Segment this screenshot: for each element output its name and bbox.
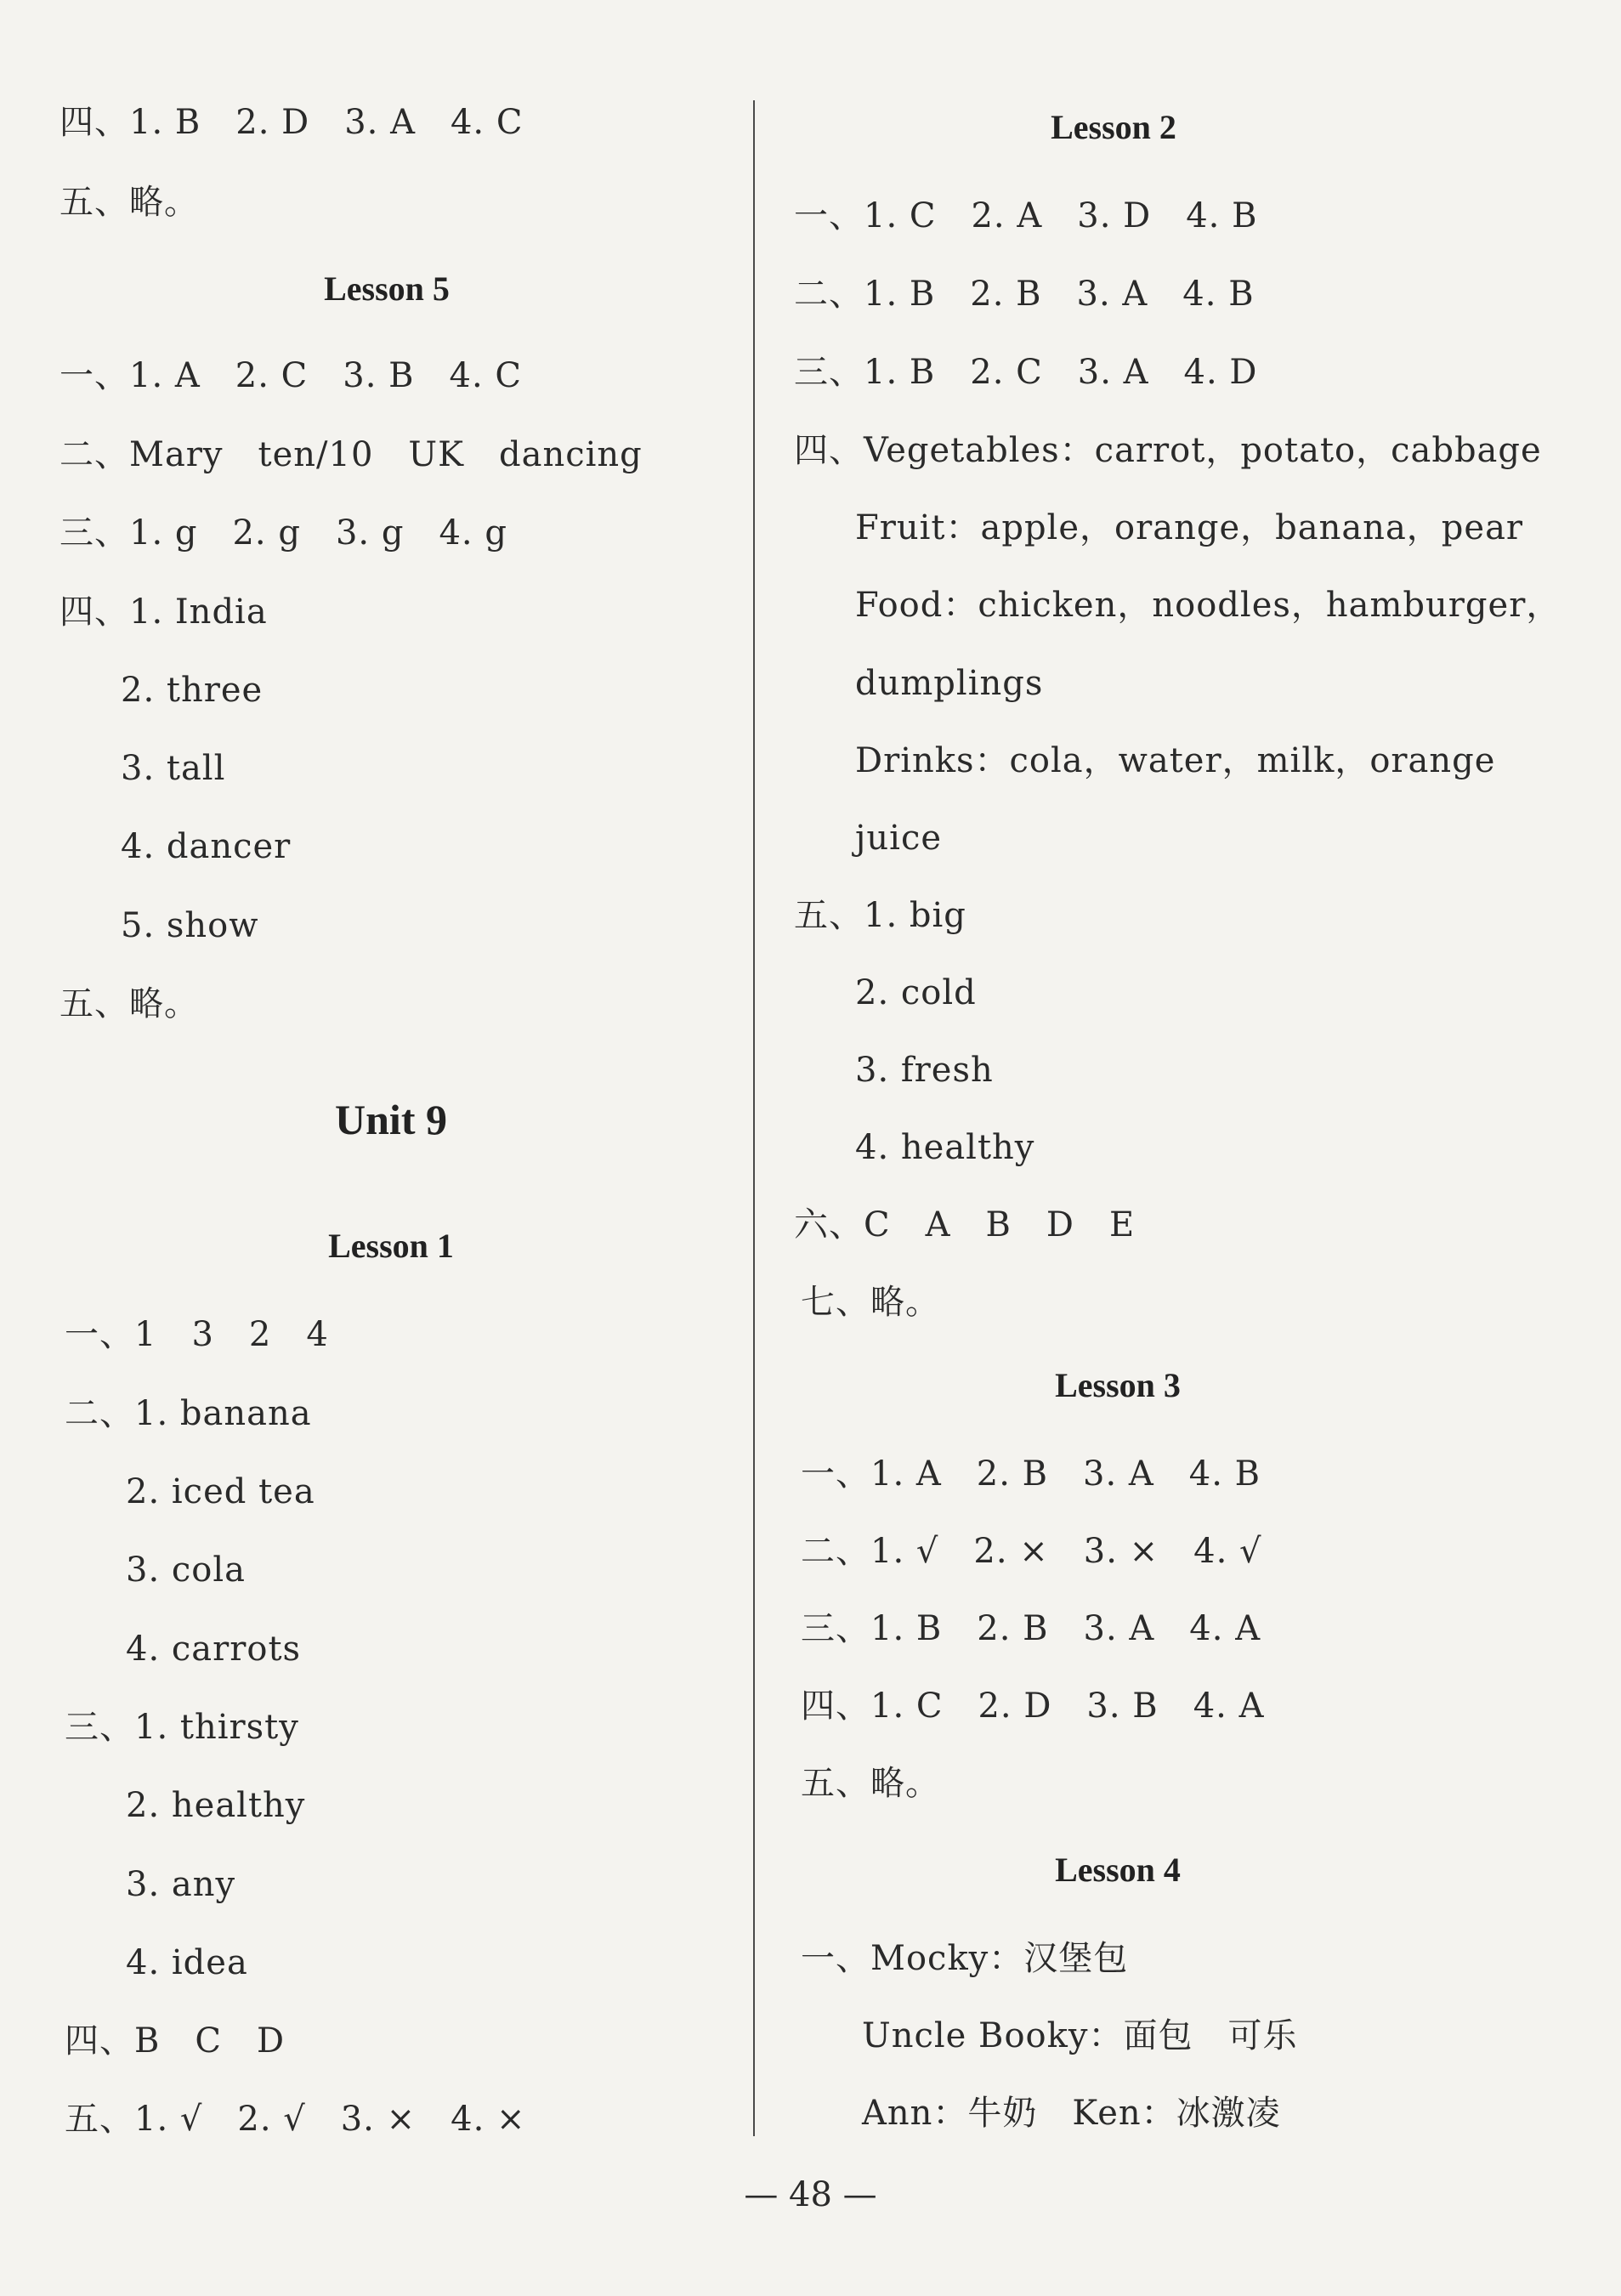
answer-line: Ann：牛奶 Ken：冰激凌 bbox=[862, 2094, 1281, 2133]
answer-line: 二、Mary ten/10 UK dancing bbox=[60, 435, 643, 474]
answer-line: 四、Vegetables：carrot，potato，cabbage bbox=[794, 431, 1542, 470]
unit-9-heading: Unit 9 bbox=[335, 1096, 447, 1143]
lesson-4-heading: Lesson 4 bbox=[1055, 1851, 1181, 1889]
answer-line: 三、1. B 2. C 3. A 4. D bbox=[794, 353, 1258, 392]
answer-line: 四、B C D bbox=[65, 2021, 286, 2061]
answer-line: 五、1. big bbox=[794, 896, 966, 935]
answer-line: juice bbox=[855, 819, 943, 858]
answer-line: 六、C A B D E bbox=[794, 1205, 1136, 1244]
answer-line: Drinks：cola，water，milk，orange bbox=[855, 741, 1496, 780]
answer-line: 二、1. B 2. B 3. A 4. B bbox=[794, 275, 1255, 314]
answer-line: 一、1 3 2 4 bbox=[65, 1315, 329, 1354]
answer-line: Fruit：apple，orange，banana，pear bbox=[855, 508, 1524, 547]
answer-line: dumplings bbox=[855, 664, 1044, 703]
answer-line: 三、1. g 2. g 3. g 4. g bbox=[60, 513, 507, 553]
answer-line: 三、1. B 2. B 3. A 4. A bbox=[801, 1609, 1261, 1648]
answer-line: Food：chicken，noodles，hamburger， bbox=[855, 586, 1561, 625]
answer-line: 一、1. A 2. B 3. A 4. B bbox=[801, 1454, 1261, 1494]
answer-line: 二、1. √ 2. × 3. × 4. √ bbox=[801, 1532, 1262, 1571]
answer-line: 五、略。 bbox=[60, 984, 199, 1023]
lesson-5-heading: Lesson 5 bbox=[324, 269, 450, 308]
answer-line: 五、略。 bbox=[60, 183, 199, 222]
answer-line: 三、1. thirsty bbox=[65, 1708, 299, 1747]
answer-line: 2. cold bbox=[855, 973, 977, 1012]
lesson-3-heading: Lesson 3 bbox=[1055, 1366, 1181, 1404]
answer-line: 3. fresh bbox=[855, 1051, 994, 1090]
answer-line: Uncle Booky：面包 可乐 bbox=[862, 2016, 1298, 2055]
answer-line: 七、略。 bbox=[801, 1283, 940, 1322]
answer-line: 二、1. banana bbox=[65, 1394, 312, 1433]
answer-line: 五、1. √ 2. √ 3. × 4. × bbox=[65, 2100, 526, 2139]
answer-line: 3. tall bbox=[121, 749, 226, 788]
answer-line: 一、Mocky：汉堡包 bbox=[801, 1939, 1129, 1978]
answer-line: 4. dancer bbox=[121, 827, 292, 866]
answer-line: 5. show bbox=[121, 906, 259, 945]
page-number: — 48 — bbox=[744, 2175, 877, 2214]
answer-line: 五、略。 bbox=[801, 1764, 940, 1803]
answer-line: 四、1. C 2. D 3. B 4. A bbox=[801, 1687, 1265, 1726]
lesson-1-heading: Lesson 1 bbox=[328, 1227, 454, 1265]
answer-line: 4. healthy bbox=[855, 1128, 1035, 1167]
answer-line: 4. idea bbox=[126, 1943, 248, 1982]
answer-line: 3. any bbox=[126, 1865, 236, 1904]
answer-line: 4. carrots bbox=[126, 1630, 302, 1669]
answer-line: 一、1. A 2. C 3. B 4. C bbox=[60, 356, 523, 395]
lesson-2-heading: Lesson 2 bbox=[1051, 108, 1176, 146]
answer-line: 一、1. C 2. A 3. D 4. B bbox=[794, 196, 1258, 235]
answer-line: 四、1. B 2. D 3. A 4. C bbox=[60, 103, 524, 142]
answer-line: 3. cola bbox=[126, 1551, 247, 1590]
answer-line: 四、1. India bbox=[60, 592, 268, 632]
answer-line: 2. healthy bbox=[126, 1786, 306, 1825]
answer-line: 2. three bbox=[121, 671, 264, 710]
answer-line: 2. iced tea bbox=[126, 1472, 315, 1511]
